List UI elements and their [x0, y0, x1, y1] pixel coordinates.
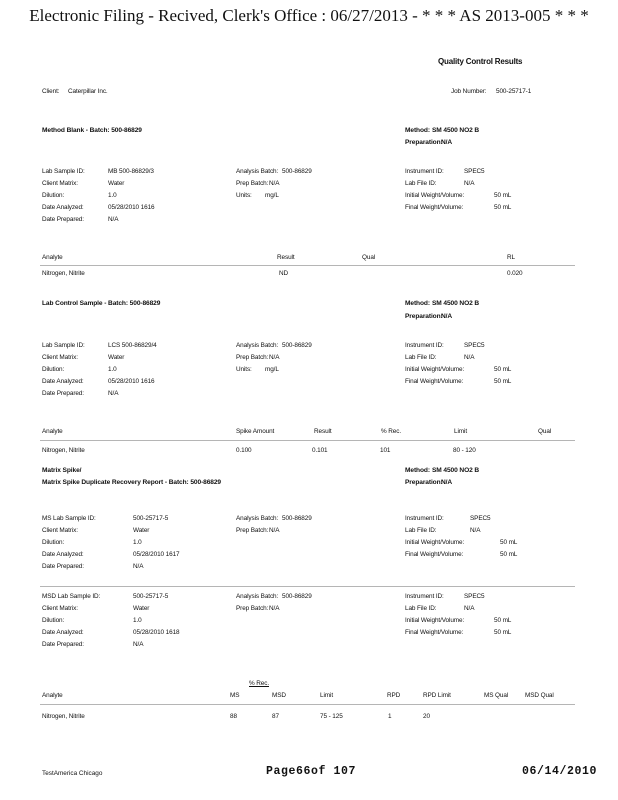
lcs-prep-value: N/A: [441, 313, 453, 320]
lcs-matrix-value: Water: [108, 354, 125, 361]
rec-col-rpd-limit: RPD Limit: [423, 692, 451, 699]
msd-initial-label: Initial Weight/Volume:: [405, 617, 465, 624]
lcs-analysis-batch-label: Analysis Batch:: [236, 342, 279, 349]
mb-table-rule: [40, 265, 575, 266]
rec-col-ms-qual: MS Qual: [484, 692, 509, 699]
mb-analyzed-value: 05/28/2010 1616: [108, 204, 155, 211]
ms-initial-value: 50 mL: [500, 539, 518, 546]
msd-sample-id: 500-25717-5: [133, 593, 169, 600]
mb-prep-value: N/A: [441, 139, 453, 146]
mb-prep-batch-label: Prep Batch:: [236, 180, 269, 187]
job-number-label: Job Number:: [451, 88, 487, 95]
lcs-analyzed-value: 05/28/2010 1616: [108, 378, 155, 385]
lcs-dilution-value: 1.0: [108, 366, 117, 373]
rec-table-rule: [40, 704, 575, 705]
rec-col-ms: MS: [230, 692, 240, 699]
mb-final-label: Final Weight/Volume:: [405, 204, 464, 211]
mb-labfile-value: N/A: [464, 180, 475, 187]
ms-dilution-value: 1.0: [133, 539, 142, 546]
mb-matrix-label: Client Matrix:: [42, 180, 78, 187]
lcs-row-analyte: Nitrogen, Nitrite: [42, 447, 85, 454]
lcs-final-label: Final Weight/Volume:: [405, 378, 464, 385]
lcs-units-label: Units:: [236, 366, 252, 373]
lcs-sample-id: LCS 500-86829/4: [108, 342, 157, 349]
rec-col-rpd: RPD: [387, 692, 401, 699]
msd-analyzed-value: 05/28/2010 1618: [133, 629, 180, 636]
client-label: Client:: [42, 88, 60, 95]
ms-analysis-batch-value: 500-86829: [282, 515, 312, 522]
rec-col-limit: Limit: [320, 692, 333, 699]
lcs-analysis-batch-value: 500-86829: [282, 342, 312, 349]
ms-analyzed-value: 05/28/2010 1617: [133, 551, 180, 558]
mb-col-qual: Qual: [362, 254, 376, 261]
mb-sample-label: Lab Sample ID:: [42, 168, 85, 175]
rec-col-analyte: Analyte: [42, 692, 63, 699]
ms-title-line1: Matrix Spike/: [42, 467, 82, 474]
rec-row-rpd: 1: [388, 713, 392, 720]
lcs-col-spike: Spike Amount: [236, 428, 275, 435]
ms-dilution-label: Dilution:: [42, 539, 65, 546]
lcs-table-rule: [40, 440, 575, 441]
rec-row-analyte: Nitrogen, Nitrite: [42, 713, 85, 720]
mb-prepared-label: Date Prepared:: [42, 216, 84, 223]
lcs-dilution-label: Dilution:: [42, 366, 65, 373]
client-value: Caterpillar Inc.: [68, 88, 108, 95]
mb-units-label: Units:: [236, 192, 252, 199]
mb-final-value: 50 mL: [494, 204, 512, 211]
lcs-col-rec: % Rec.: [381, 428, 401, 435]
ms-instrument-value: SPEC5: [470, 515, 491, 522]
mb-prep-batch-value: N/A: [269, 180, 280, 187]
msd-prep-batch-label: Prep Batch:: [236, 605, 269, 612]
lcs-labfile-label: Lab File ID:: [405, 354, 437, 361]
ms-prep-label: Preparation:: [405, 479, 443, 486]
job-number-value: 500-25717-1: [496, 88, 532, 95]
mb-initial-value: 50 mL: [494, 192, 512, 199]
mb-method-value: SM 4500 NO2 B: [432, 127, 480, 134]
mb-units-value: mg/L: [265, 192, 279, 199]
msd-dilution-value: 1.0: [133, 617, 142, 624]
lcs-prep-batch-value: N/A: [269, 354, 280, 361]
lcs-final-value: 50 mL: [494, 378, 512, 385]
lcs-method-label: Method:: [405, 300, 430, 307]
msd-labfile-label: Lab File ID:: [405, 605, 437, 612]
lcs-sample-label: Lab Sample ID:: [42, 342, 85, 349]
ms-prep-batch-label: Prep Batch:: [236, 527, 269, 534]
msd-sample-label: MSD Lab Sample ID:: [42, 593, 101, 600]
lcs-units-value: mg/L: [265, 366, 279, 373]
lcs-row-result: 0.101: [312, 447, 328, 454]
lcs-col-qual: Qual: [538, 428, 552, 435]
report-title: Quality Control Results: [438, 57, 523, 66]
msd-prep-batch-value: N/A: [269, 605, 280, 612]
footer-date: 06/14/2010: [522, 765, 598, 778]
mb-instrument-label: Instrument ID:: [405, 168, 444, 175]
mb-row-analyte: Nitrogen, Nitrite: [42, 270, 85, 277]
ms-final-value: 50 mL: [500, 551, 518, 558]
footer-lab-name: TestAmerica Chicago: [42, 770, 103, 777]
lcs-matrix-label: Client Matrix:: [42, 354, 78, 361]
ms-matrix-label: Client Matrix:: [42, 527, 78, 534]
msd-matrix-label: Client Matrix:: [42, 605, 78, 612]
rec-row-limit: 75 - 125: [320, 713, 343, 720]
lcs-prepared-label: Date Prepared:: [42, 390, 84, 397]
mb-dilution-label: Dilution:: [42, 192, 65, 199]
mb-row-rl: 0.020: [507, 270, 523, 277]
ms-sample-id: 500-25717-5: [133, 515, 169, 522]
msd-matrix-value: Water: [133, 605, 150, 612]
rec-row-msd: 87: [272, 713, 279, 720]
msd-labfile-value: N/A: [464, 605, 475, 612]
lcs-prep-label: Preparation:: [405, 313, 443, 320]
mb-prep-label: Preparation:: [405, 139, 443, 146]
msd-initial-value: 50 mL: [494, 617, 512, 624]
msd-analysis-batch-label: Analysis Batch:: [236, 593, 279, 600]
rec-col-msd: MSD: [272, 692, 286, 699]
footer-page-number: Page66of 107: [266, 765, 357, 778]
ms-prepared-label: Date Prepared:: [42, 563, 84, 570]
lcs-row-rec: 101: [380, 447, 391, 454]
msd-analyzed-label: Date Analyzed:: [42, 629, 84, 636]
mb-prepared-value: N/A: [108, 216, 119, 223]
msd-instrument-value: SPEC5: [464, 593, 485, 600]
ms-instrument-label: Instrument ID:: [405, 515, 444, 522]
lcs-analyzed-label: Date Analyzed:: [42, 378, 84, 385]
mb-instrument-value: SPEC5: [464, 168, 485, 175]
ms-title-line2: Matrix Spike Duplicate Recovery Report - Batch: 500-86829: [42, 479, 221, 486]
lcs-method-value: SM 4500 NO2 B: [432, 300, 480, 307]
rec-row-ms: 88: [230, 713, 237, 720]
ms-method-label: Method:: [405, 467, 430, 474]
rec-col-msd-qual: MSD Qual: [525, 692, 554, 699]
lcs-instrument-value: SPEC5: [464, 342, 485, 349]
rec-group-header: % Rec.: [249, 680, 269, 687]
lcs-initial-label: Initial Weight/Volume:: [405, 366, 465, 373]
ms-final-label: Final Weight/Volume:: [405, 551, 464, 558]
msd-analysis-batch-value: 500-86829: [282, 593, 312, 600]
ms-initial-label: Initial Weight/Volume:: [405, 539, 465, 546]
msd-dilution-label: Dilution:: [42, 617, 65, 624]
msd-instrument-label: Instrument ID:: [405, 593, 444, 600]
mb-analyzed-label: Date Analyzed:: [42, 204, 84, 211]
lcs-row-spike: 0.100: [236, 447, 252, 454]
lcs-col-limit: Limit: [454, 428, 467, 435]
msd-prepared-label: Date Prepared:: [42, 641, 84, 648]
ms-matrix-value: Water: [133, 527, 150, 534]
mb-col-rl: RL: [507, 254, 515, 261]
ms-labfile-label: Lab File ID:: [405, 527, 437, 534]
mb-col-result: Result: [277, 254, 295, 261]
lcs-title: Lab Control Sample - Batch: 500-86829: [42, 300, 161, 307]
lcs-labfile-value: N/A: [464, 354, 475, 361]
msd-final-value: 50 mL: [494, 629, 512, 636]
mb-analysis-batch-label: Analysis Batch:: [236, 168, 279, 175]
mb-method-label: Method:: [405, 127, 430, 134]
lcs-prepared-value: N/A: [108, 390, 119, 397]
mb-analysis-batch-value: 500-86829: [282, 168, 312, 175]
filing-banner: Electronic Filing - Recived, Clerk's Office : 06/27/2013 - * * * AS 2013-005 * * *: [29, 6, 589, 25]
ms-msd-divider: [40, 586, 575, 587]
ms-prepared-value: N/A: [133, 563, 144, 570]
mb-row-result: ND: [279, 270, 289, 277]
ms-analysis-batch-label: Analysis Batch:: [236, 515, 279, 522]
ms-prep-batch-value: N/A: [269, 527, 280, 534]
mb-labfile-label: Lab File ID:: [405, 180, 437, 187]
mb-initial-label: Initial Weight/Volume:: [405, 192, 465, 199]
ms-labfile-value: N/A: [470, 527, 481, 534]
lcs-initial-value: 50 mL: [494, 366, 512, 373]
ms-prep-value: N/A: [441, 479, 453, 486]
lcs-col-analyte: Analyte: [42, 428, 63, 435]
mb-sample-id: MB 500-86829/3: [108, 168, 154, 175]
rec-row-rpd-limit: 20: [423, 713, 430, 720]
lcs-prep-batch-label: Prep Batch:: [236, 354, 269, 361]
mb-col-analyte: Analyte: [42, 254, 63, 261]
msd-prepared-value: N/A: [133, 641, 144, 648]
ms-method-value: SM 4500 NO2 B: [432, 467, 480, 474]
lcs-col-result: Result: [314, 428, 332, 435]
ms-analyzed-label: Date Analyzed:: [42, 551, 84, 558]
lcs-instrument-label: Instrument ID:: [405, 342, 444, 349]
mb-matrix-value: Water: [108, 180, 125, 187]
method-blank-title: Method Blank - Batch: 500-86829: [42, 127, 142, 134]
mb-dilution-value: 1.0: [108, 192, 117, 199]
msd-final-label: Final Weight/Volume:: [405, 629, 464, 636]
lcs-row-limit: 80 - 120: [453, 447, 476, 454]
ms-sample-label: MS Lab Sample ID:: [42, 515, 96, 522]
